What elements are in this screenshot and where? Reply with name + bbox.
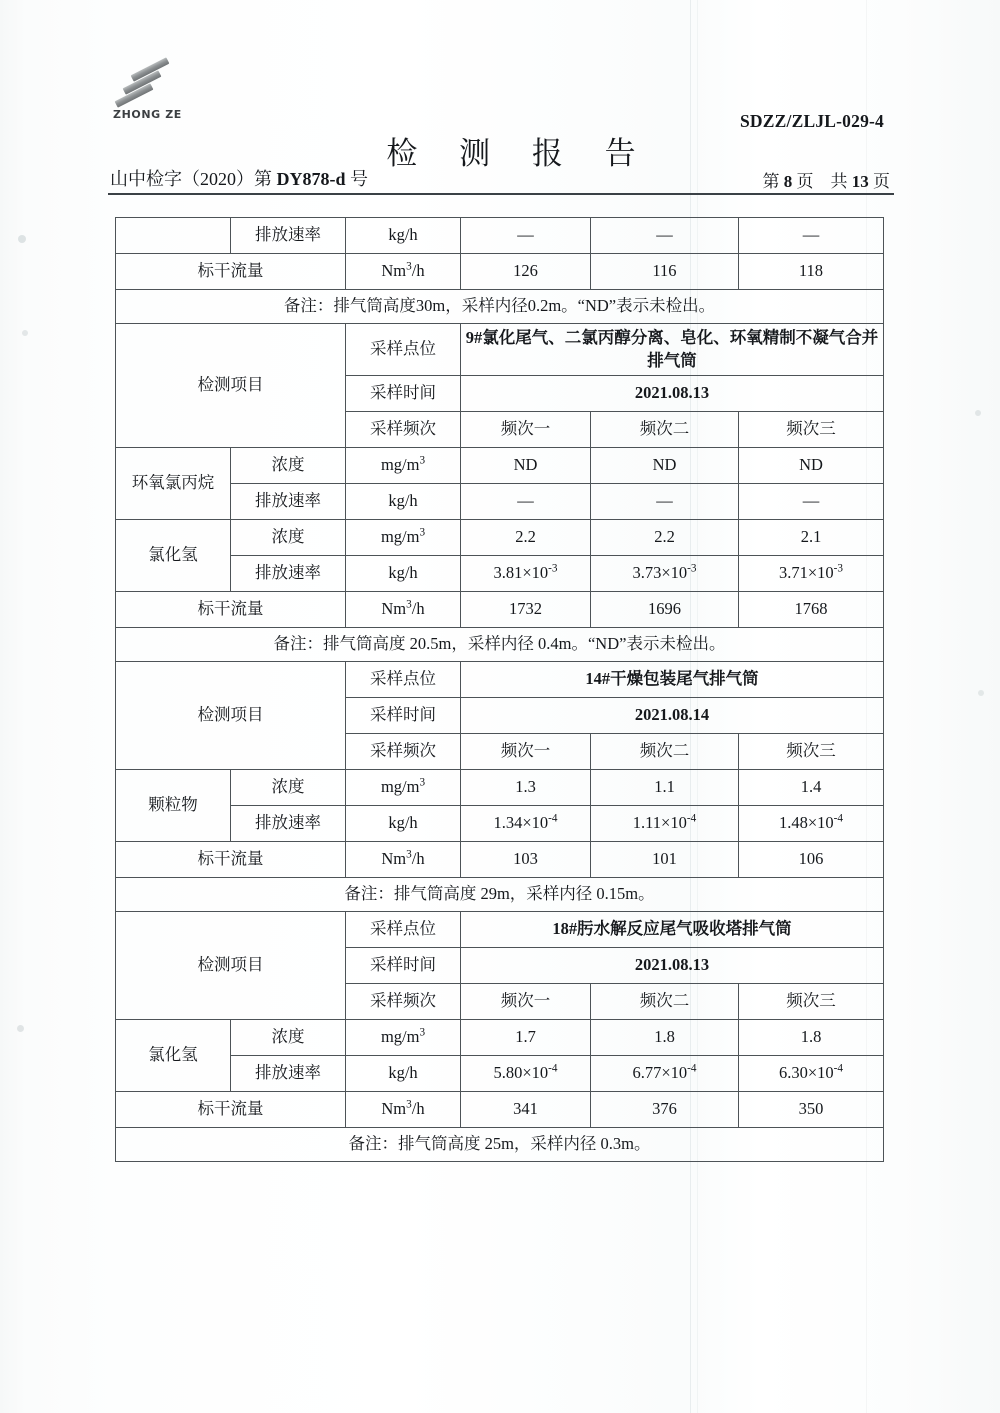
doc-no-suffix: 号 [345,169,369,189]
value-cell: 1.8 [591,1020,739,1056]
page-label-2: 页 共 [792,172,852,191]
page-current: 8 [783,172,793,191]
flow-label: 标干流量 [116,1092,346,1128]
remark-cell: 备注：排气筒高度 29m，采样内径 0.15m。 [116,878,884,912]
value-cell: 2.2 [591,520,739,556]
value-cell: $3.73\times 10^{-3}$ [591,556,739,592]
metric-label: 排放速率 [231,218,346,254]
test-item-label: 检测项目 [116,662,346,770]
spacer-cell [116,218,231,254]
table-row [116,1020,884,1056]
freq-header: 频次一 [461,412,591,448]
unit-cell: Nm$^3$/h [346,842,461,878]
page-indicator [763,167,891,192]
unit-cell: $mg/m^3$ [346,770,461,806]
table-row [116,520,884,556]
header-divider [108,193,894,195]
value-cell: 1.4 [739,770,884,806]
value-cell: — [461,218,591,254]
table-row [116,218,884,254]
value-cell: $5.80\times 10^{-4}$ [461,1056,591,1092]
doc-no-value: DY878-d [276,169,346,189]
value-cell: 103 [461,842,591,878]
sampling-time-value: 2021.08.13 [461,376,884,412]
freq-header: 频次二 [591,984,739,1020]
document-number [110,165,368,191]
unit-cell: kg/h [346,484,461,520]
value-cell: $3.71\times 10^{-3}$ [739,556,884,592]
table-row [116,556,884,592]
sampling-freq-label: 采样频次 [346,412,461,448]
page-label-3: 页 [868,172,890,191]
value-cell: ND [739,448,884,484]
table-row [116,1056,884,1092]
unit-cell: $mg/m^3$ [346,448,461,484]
pollutant-name: 氯化氢 [116,1020,231,1092]
table-row [116,1092,884,1128]
table-row [116,484,884,520]
sampling-time-label: 采样时间 [346,376,461,412]
table-row [116,290,884,324]
table-row [116,878,884,912]
doc-no-prefix: 山中检字（2020）第 [110,169,277,189]
freq-header: 频次二 [591,412,739,448]
test-item-label: 检测项目 [116,324,346,448]
freq-header: 频次二 [591,734,739,770]
value-cell: 1.1 [591,770,739,806]
value-cell: — [739,484,884,520]
page-total: 13 [851,172,869,191]
value-cell: $1.48\times 10^{-4}$ [739,806,884,842]
sampling-point-value: 18#肟水解反应尾气吸收塔排气筒 [461,912,884,948]
pollutant-name: 颗粒物 [116,770,231,842]
logo-bars-icon [112,62,178,106]
sampling-point-label: 采样点位 [346,324,461,376]
results-table-wrapper [115,217,883,1162]
value-cell: ND [461,448,591,484]
unit-cell: kg/h [346,806,461,842]
value-cell: 116 [591,254,739,290]
sampling-point-label: 采样点位 [346,912,461,948]
table-row [116,806,884,842]
table-row [116,628,884,662]
table-row [116,254,884,290]
pollutant-name: 环氧氯丙烷 [116,448,231,520]
value-cell: 106 [739,842,884,878]
unit-cell: kg/h [346,1056,461,1092]
table-row [116,662,884,698]
document-code: SDZZ/ZLJL-029-4 [740,111,884,131]
metric-label: 排放速率 [231,1056,346,1092]
value-cell: 1.7 [461,1020,591,1056]
test-results-table [115,217,884,1162]
sampling-point-value: 9#氯化尾气、二氯丙醇分离、皂化、环氧精制不凝气合并排气筒 [461,324,884,376]
pollutant-name: 氯化氢 [116,520,231,592]
freq-header: 频次三 [739,412,884,448]
unit-cell: kg/h [346,556,461,592]
page-label-1: 第 [762,172,784,191]
value-cell: — [591,484,739,520]
value-cell: 1768 [739,592,884,628]
table-row [116,770,884,806]
sampling-time-value: 2021.08.13 [461,948,884,984]
metric-label: 浓度 [231,448,346,484]
flow-label: 标干流量 [116,254,346,290]
value-cell: — [461,484,591,520]
value-cell: 1696 [591,592,739,628]
company-logo [112,62,190,124]
sampling-time-label: 采样时间 [346,698,461,734]
metric-label: 排放速率 [231,484,346,520]
freq-header: 频次三 [739,984,884,1020]
sampling-point-label: 采样点位 [346,662,461,698]
table-row [116,842,884,878]
flow-label: 标干流量 [116,592,346,628]
value-cell: — [591,218,739,254]
unit-cell: Nm$^3$/h [346,254,461,290]
sampling-freq-label: 采样频次 [346,734,461,770]
sampling-time-value: 2021.08.14 [461,698,884,734]
sampling-freq-label: 采样频次 [346,984,461,1020]
value-cell: $3.81\times 10^{-3}$ [461,556,591,592]
unit-cell: kg/h [346,218,461,254]
value-cell: $6.30\times 10^{-4}$ [739,1056,884,1092]
freq-header: 频次一 [461,734,591,770]
value-cell: $1.11\times 10^{-4}$ [591,806,739,842]
value-cell: $6.77\times 10^{-4}$ [591,1056,739,1092]
table-row [116,912,884,948]
value-cell: 376 [591,1092,739,1128]
metric-label: 浓度 [231,1020,346,1056]
value-cell: ND [591,448,739,484]
metric-label: 排放速率 [231,806,346,842]
value-cell: 2.2 [461,520,591,556]
unit-cell: $mg/m^3$ [346,1020,461,1056]
metric-label: 排放速率 [231,556,346,592]
value-cell: 1732 [461,592,591,628]
sampling-point-value: 14#干燥包装尾气排气筒 [461,662,884,698]
table-row [116,1128,884,1162]
freq-header: 频次三 [739,734,884,770]
page-title: 检 测 报 告 [386,136,653,171]
logo-text: ZHONG ZE [113,108,182,121]
value-cell: 101 [591,842,739,878]
metric-label: 浓度 [231,520,346,556]
remark-cell: 备注：排气筒高度 20.5m，采样内径 0.4m。“ND”表示未检出。 [116,628,884,662]
value-cell: 1.8 [739,1020,884,1056]
value-cell: 118 [739,254,884,290]
test-item-label: 检测项目 [116,912,346,1020]
value-cell: 2.1 [739,520,884,556]
value-cell: 350 [739,1092,884,1128]
table-row [116,592,884,628]
table-body [116,218,884,1162]
unit-cell: Nm$^3$/h [346,592,461,628]
value-cell: — [739,218,884,254]
sampling-time-label: 采样时间 [346,948,461,984]
metric-label: 浓度 [231,770,346,806]
freq-header: 频次一 [461,984,591,1020]
table-row [116,448,884,484]
value-cell: 341 [461,1092,591,1128]
value-cell: $1.34\times 10^{-4}$ [461,806,591,842]
remark-cell: 备注：排气筒高度30m，采样内径0.2m。“ND”表示未检出。 [116,290,884,324]
value-cell: 1.3 [461,770,591,806]
unit-cell: $mg/m^3$ [346,520,461,556]
value-cell: 126 [461,254,591,290]
remark-cell: 备注：排气筒高度 25m，采样内径 0.3m。 [116,1128,884,1162]
flow-label: 标干流量 [116,842,346,878]
table-row [116,324,884,376]
unit-cell: Nm$^3$/h [346,1092,461,1128]
